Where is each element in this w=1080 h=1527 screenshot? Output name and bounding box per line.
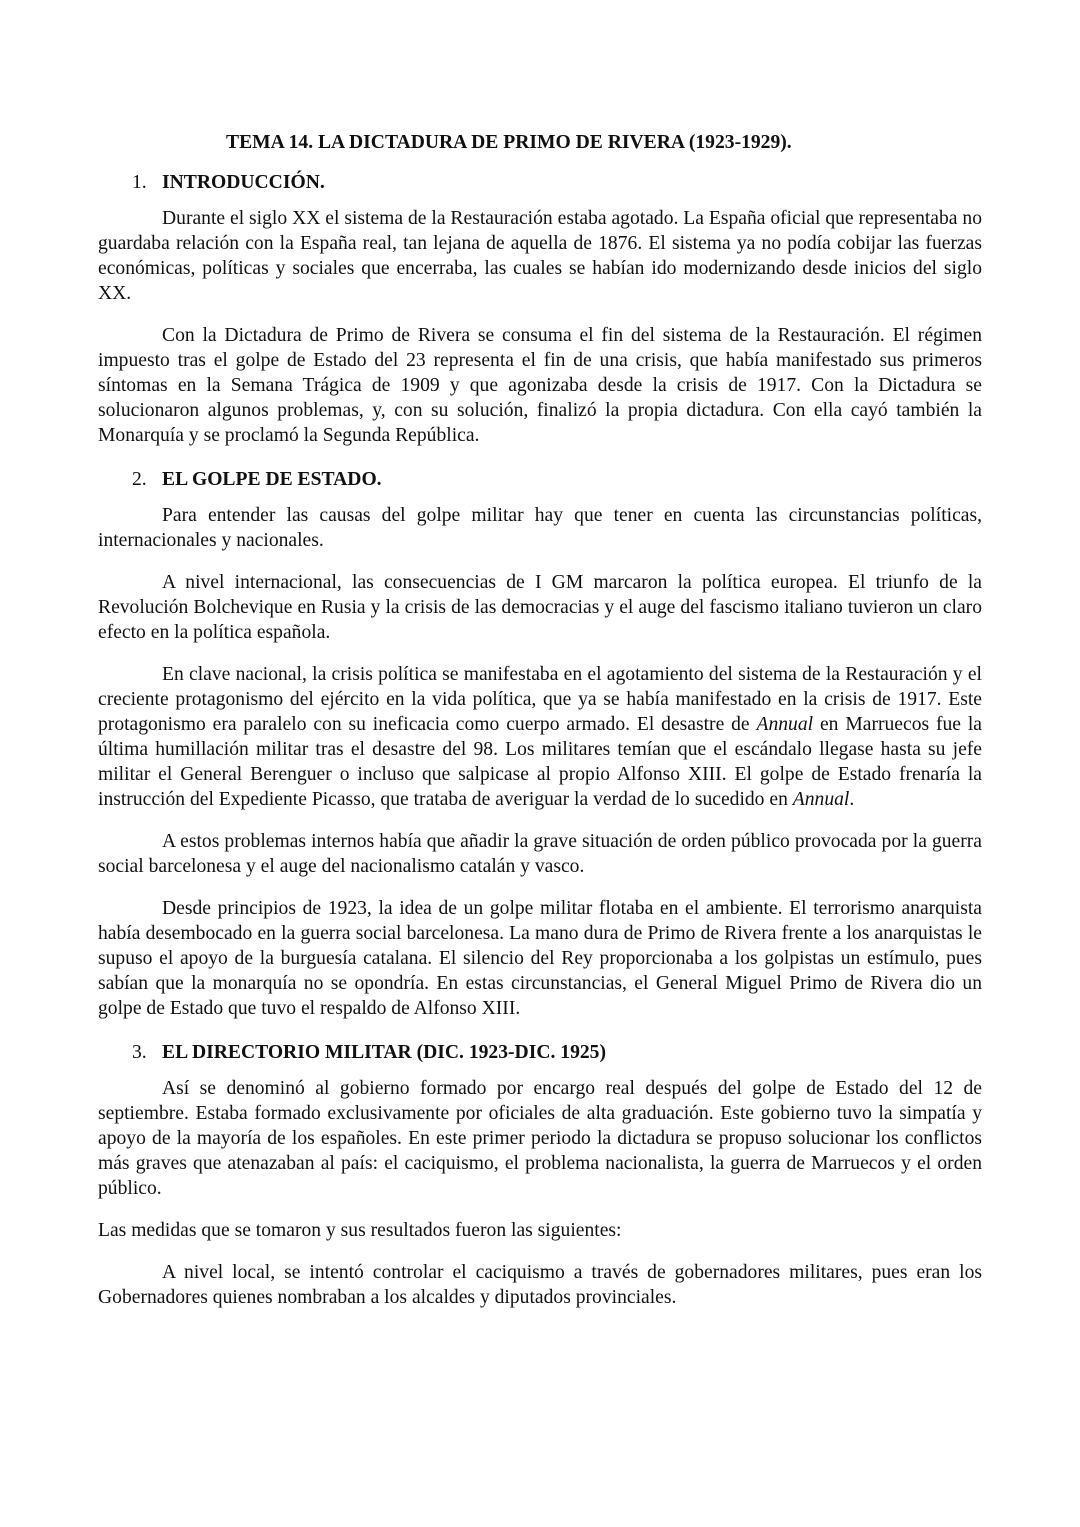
- paragraph-text: .: [849, 789, 855, 810]
- paragraph: Durante el siglo XX el sistema de la Restauración estaba agotado. La España oficial que representaba no guardaba relación con la España real, tan lejana de aquella de 1876. El sistema ya no podía cobijar las fuerzas económicas, políticas y sociales que encerraba, las cuales se habían ido modernizando desde inicios del siglo XX.: [98, 208, 982, 304]
- section-title: EL GOLPE DE ESTADO.: [162, 469, 382, 490]
- paragraph: Así se denominó al gobierno formado por encargo real después del golpe de Estado del 12 de septiembre. Estaba formado exclusivamente por oficiales de alta graduación. Este gobierno tuvo la simpatía y apoyo de la mayoría de los españoles. En este primer periodo la dictadura se propuso solucionar los conflictos más graves que atenazaban al país: el caciquismo, el problema nacionalista, la guerra de Marruecos y el orden público.: [98, 1078, 982, 1199]
- section-heading-directorio-militar: [98, 1038, 982, 1068]
- paragraph: Con la Dictadura de Primo de Rivera se consuma el fin del sistema de la Restauración. El régimen impuesto tras el golpe de Estado del 23 representa el fin de una crisis, que había manifestado sus primeros síntomas en la Semana Trágica de 1909 y que agonizaba desde la crisis de 1917. Con la Dictadura se solucionaron algunos problemas, y, con su solución, finalizó la propia dictadura. Con ella cayó también la Monarquía y se proclamó la Segunda República.: [98, 325, 982, 446]
- paragraph-intro-line: Las medidas que se tomaron y sus resultados fueron las siguientes:: [98, 1220, 622, 1241]
- paragraph-text: en Marruecos fue la última humillación militar tras el desastre del 98. Los militares temían que el escándalo llegase hasta su jefe militar el General Berenguer o incluso que salpicase al propio Alfonso XIII. El golpe de Estado frenaría la instrucción del Expediente Picasso, que trataba de averiguar la verdad de lo sucedido en: [98, 714, 982, 810]
- paragraph: A nivel local, se intentó controlar el caciquismo a través de gobernadores militares, pues eran los Gobernadores quienes nombraban a los alcaldes y diputados provinciales.: [98, 1262, 982, 1308]
- paragraph: Desde principios de 1923, la idea de un golpe militar flotaba en el ambiente. El terrorismo anarquista había desembocado en la guerra social barcelonesa. La mano dura de Primo de Rivera frente a los anarquistas le supuso el apoyo de la burguesía catalana. El silencio del Rey proporcionaba a los golpistas un estímulo, pues sabían que la monarquía no se opondría. En estas circunstancias, el General Miguel Primo de Rivera dio un golpe de Estado que tuvo el respaldo de Alfonso XIII.: [98, 898, 982, 1019]
- section-title: INTRODUCCIÓN.: [162, 172, 325, 193]
- paragraph: Para entender las causas del golpe militar hay que tener en cuenta las circunstancias políticas, internacionales y nacionales.: [98, 505, 982, 551]
- section-heading-introduccion: [98, 168, 982, 198]
- document-title: TEMA 14. LA DICTADURA DE PRIMO DE RIVERA (1923-1929).: [226, 132, 792, 153]
- paragraph-annual: [98, 662, 982, 812]
- paragraph: A estos problemas internos había que añadir la grave situación de orden público provocada por la guerra social barcelonesa y el auge del nacionalismo catalán y vasco.: [98, 831, 982, 877]
- section-heading-golpe-de-estado: [98, 465, 982, 495]
- paragraph: A nivel internacional, las consecuencias de I GM marcaron la política europea. El triunfo de la Revolución Bolchevique en Rusia y la crisis de las democracias y el auge del fascismo italiano tuvieron un claro efecto en la política española.: [98, 572, 982, 643]
- section-title: EL DIRECTORIO MILITAR (DIC. 1923-DIC. 1925): [162, 1042, 606, 1063]
- document-page: [98, 128, 982, 1327]
- paragraph-text: En clave nacional, la crisis política se manifestaba en el agotamiento del sistema de la Restauración y el creciente protagonismo del ejército en la vida política, que ya se había manifestado en la crisis de 1917. Este protagonismo era paralelo con su ineficacia como cuerpo armado. El desastre de: [98, 664, 982, 735]
- section-number: 2.: [132, 469, 147, 490]
- section-number: 1.: [132, 172, 147, 193]
- italic-term: Annual: [792, 789, 850, 810]
- section-number: 3.: [132, 1042, 147, 1063]
- italic-term: Annual: [756, 714, 814, 735]
